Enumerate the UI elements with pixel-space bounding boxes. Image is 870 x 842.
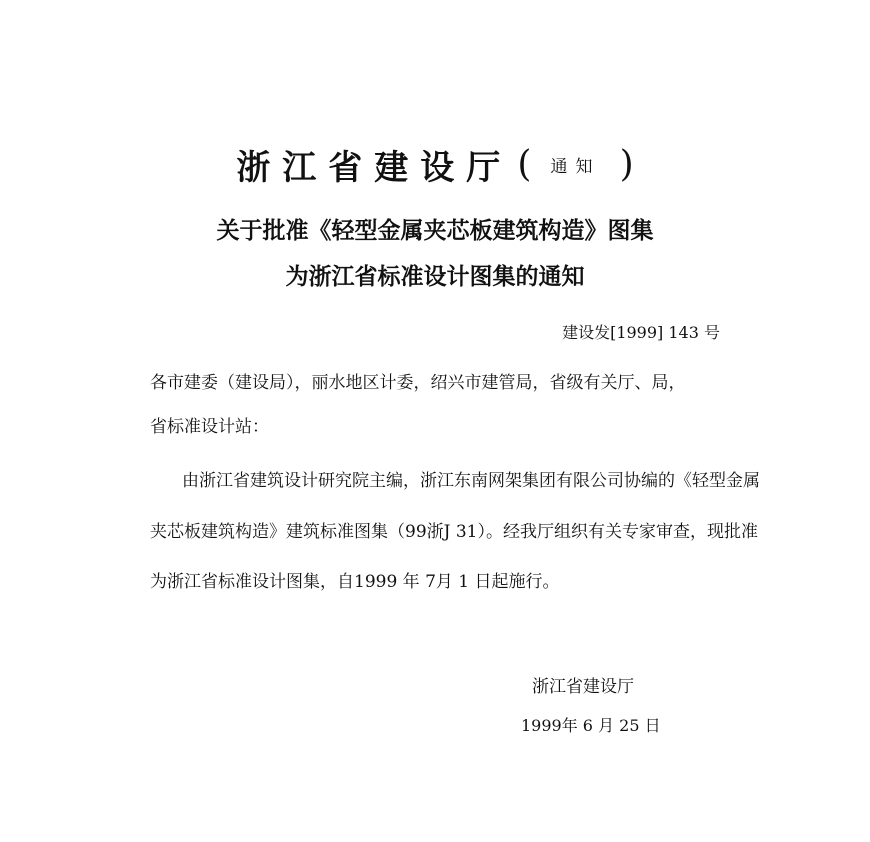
notice-title-line-2: 为浙江省标准设计图集的通知 xyxy=(285,263,585,290)
signature-issuer: 浙江省建设厅 xyxy=(532,677,634,697)
close-paren: ) xyxy=(619,144,634,185)
doc-type-label: 通知 xyxy=(550,157,601,177)
body-paragraph-line-3: 为浙江省标准设计图集，自1999 年 7月 1 日起施行。 xyxy=(150,572,560,592)
open-paren: ( xyxy=(517,144,532,185)
issuer-heading: 浙江省建设厅 xyxy=(236,148,513,188)
recipients-line-2: 省标准设计站： xyxy=(150,417,269,437)
signature-date: 1999年 6 月 25 日 xyxy=(521,716,661,735)
recipients-line-1: 各市建委（建设局），丽水地区计委，绍兴市建管局，省级有关厅、局， xyxy=(150,373,686,393)
document-header xyxy=(0,140,870,189)
body-paragraph-line-2: 夹芯板建筑构造》建筑标准图集（99浙J 31）。经我厅组织有关专家审查，现批准 xyxy=(150,522,758,542)
body-paragraph-line-1: 由浙江省建筑设计研究院主编，浙江东南网架集团有限公司协编的《轻型金属 xyxy=(182,471,760,491)
document-number: 建设发[1999] 143 号 xyxy=(562,323,720,342)
notice-title-line-1: 关于批准《轻型金属夹芯板建筑构造》图集 xyxy=(216,217,654,244)
